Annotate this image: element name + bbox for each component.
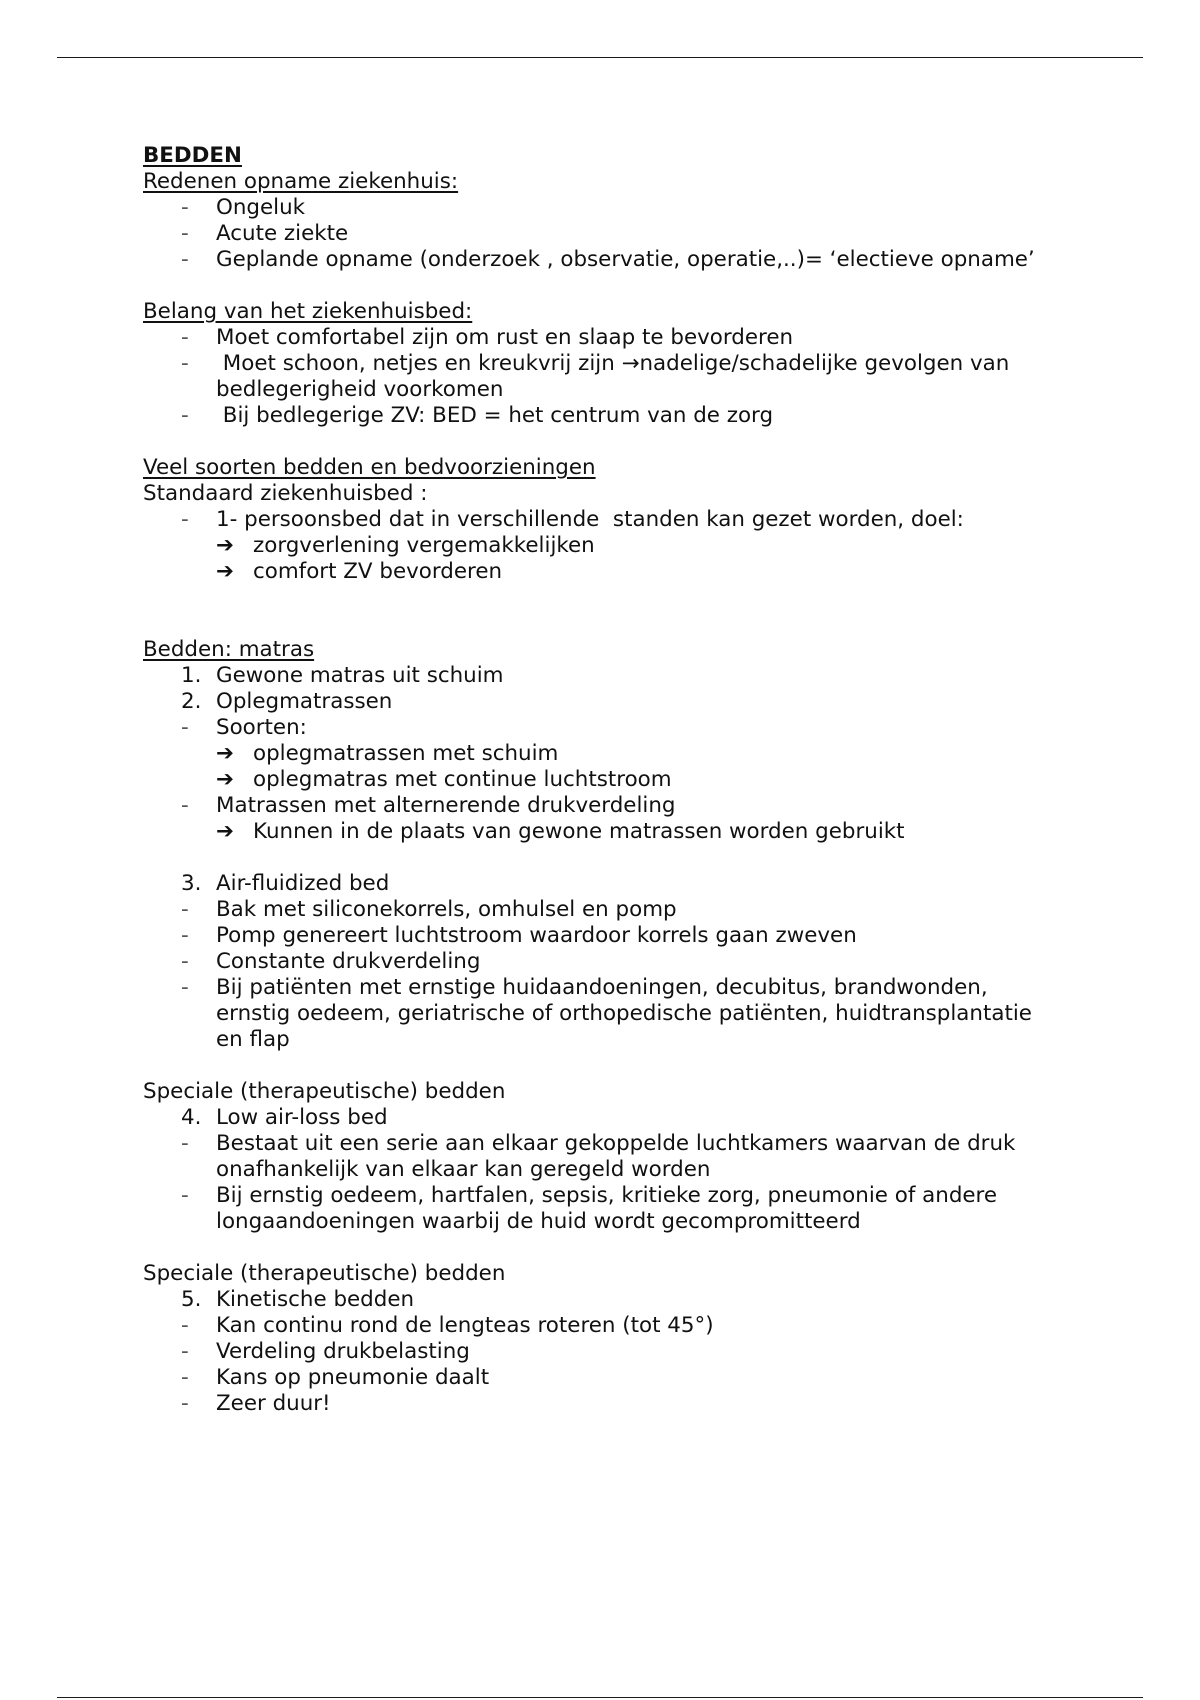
list-item: - 1- persoonsbed dat in verschillende standen kan gezet worden, doel: (181, 507, 964, 532)
numbered-item: 4. Low air-loss bed (181, 1105, 388, 1130)
numbered-item: 2. Oplegmatrassen (181, 689, 393, 714)
arrow-item: ➔ comfort ZV bevorderen (216, 559, 503, 584)
list-item: - Matrassen met alternerende drukverdeling (181, 793, 676, 818)
section-heading-matras: Bedden: matras (143, 637, 315, 662)
numbered-item: 5. Kinetische bedden (181, 1287, 415, 1312)
list-item: - Bij ernstig oedeem, hartfalen, sepsis, kritieke zorg, pneumonie of andere (181, 1183, 998, 1208)
list-item: - Bak met siliconekorrels, omhulsel en pomp (181, 897, 677, 922)
arrow-icon: ➔ (216, 559, 234, 584)
section-heading-belang: Belang van het ziekenhuisbed: (143, 299, 473, 324)
bottom-rule (57, 1697, 1143, 1698)
arrow-item: ➔ oplegmatrassen met schuim (216, 741, 559, 766)
list-item: - Bij bedlegerige ZV: BED = het centrum van de zorg (181, 403, 774, 428)
arrow-item: ➔ zorgverlening vergemakkelijken (216, 533, 595, 558)
numbered-item: 1. Gewone matras uit schuim (181, 663, 504, 688)
list-item: - Geplande opname (onderzoek , observatie, operatie,..)= ‘electieve opname’ (181, 247, 1035, 272)
list-item: - Ongeluk (181, 195, 306, 220)
list-item: - Bij patiënten met ernstige huidaandoeningen, decubitus, brandwonden, (181, 975, 988, 1000)
arrow-icon: ➔ (216, 767, 234, 792)
list-item: - Kans op pneumonie daalt (181, 1365, 490, 1390)
list-item-continuation: onafhankelijk van elkaar kan geregeld worden (216, 1157, 711, 1182)
list-item: - Moet comfortabel zijn om rust en slaap te bevorderen (181, 325, 794, 350)
arrow-icon: ➔ (216, 819, 234, 844)
top-rule (57, 57, 1143, 58)
section-heading-speciaal-2: Speciale (therapeutische) bedden (143, 1261, 506, 1286)
list-item: - Acute ziekte (181, 221, 349, 246)
section-heading-soorten: Veel soorten bedden en bedvoorzieningen (143, 455, 596, 480)
list-item: - Verdeling drukbelasting (181, 1339, 470, 1364)
list-item: - Soorten: (181, 715, 307, 740)
list-item: - Kan continu rond de lengteas roteren (tot 45°) (181, 1313, 714, 1338)
list-item: - Constante drukverdeling (181, 949, 481, 974)
list-item: - Pomp genereert luchtstroom waardoor korrels gaan zweven (181, 923, 857, 948)
numbered-item: 3. Air-fluidized bed (181, 871, 390, 896)
arrow-icon: ➔ (216, 741, 234, 766)
list-item: - Zeer duur! (181, 1391, 331, 1416)
subheading-standaard: Standaard ziekenhuisbed : (143, 481, 428, 506)
list-item: - Bestaat uit een serie aan elkaar gekoppelde luchtkamers waarvan de druk (181, 1131, 1016, 1156)
arrow-icon: ➔ (216, 533, 234, 558)
arrow-item: ➔ Kunnen in de plaats van gewone matrassen worden gebruikt (216, 819, 905, 844)
document-title: BEDDEN (143, 143, 242, 168)
list-item-continuation: longaandoeningen waarbij de huid wordt gecompromitteerd (216, 1209, 861, 1234)
list-item-continuation: bedlegerigheid voorkomen (216, 377, 504, 402)
list-item-continuation: en flap (216, 1027, 290, 1052)
section-heading-redenen: Redenen opname ziekenhuis: (143, 169, 459, 194)
section-heading-speciaal-1: Speciale (therapeutische) bedden (143, 1079, 506, 1104)
list-item-continuation: ernstig oedeem, geriatrische of orthopedische patiënten, huidtransplantatie (216, 1001, 1032, 1026)
arrow-item: ➔ oplegmatras met continue luchtstroom (216, 767, 672, 792)
document-body (143, 143, 1093, 1417)
list-item: - Moet schoon, netjes en kreukvrij zijn →nadelige/schadelijke gevolgen van (181, 351, 1010, 376)
